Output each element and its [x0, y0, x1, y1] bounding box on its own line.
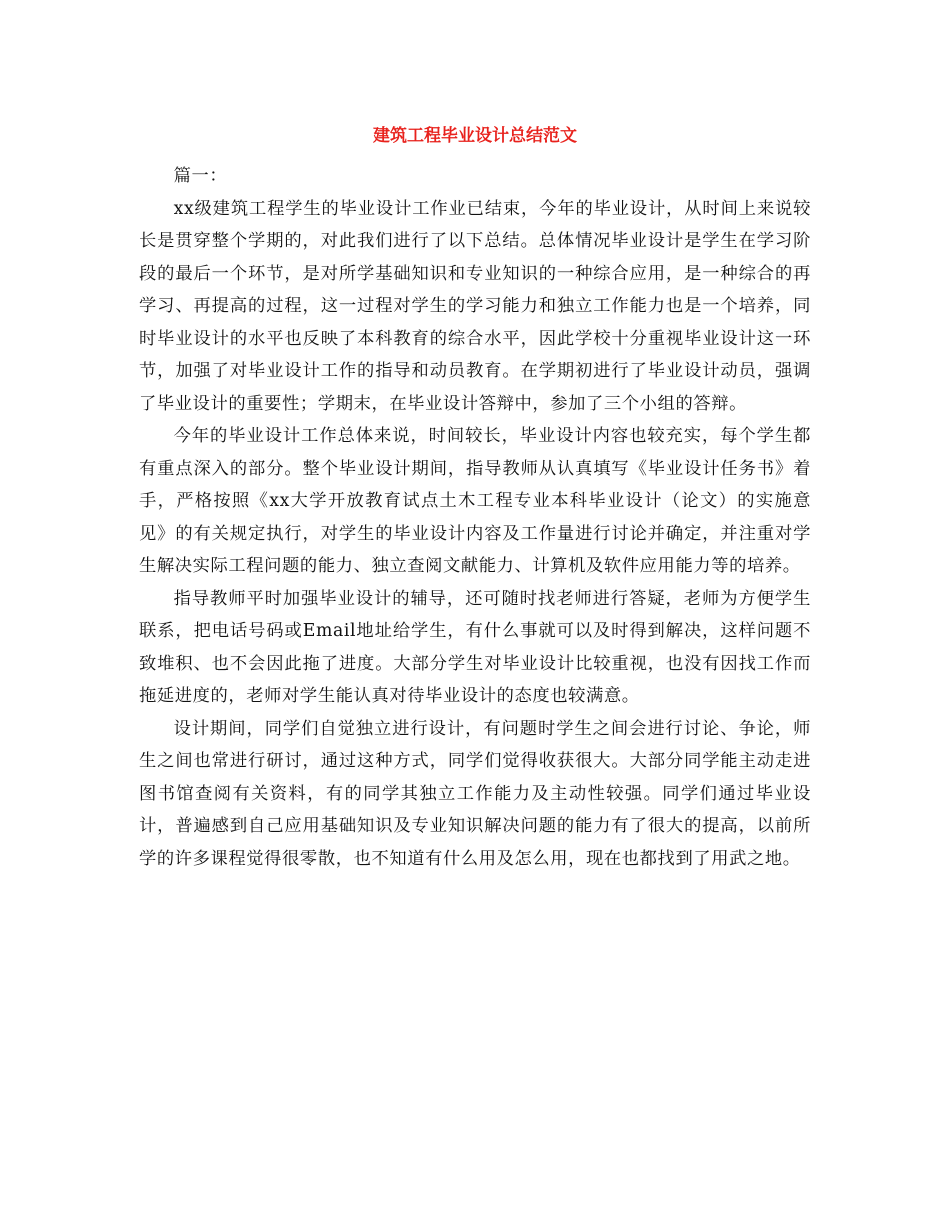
document-title: 建筑工程毕业设计总结范文: [373, 126, 577, 146]
paragraph-2: 今年的毕业设计工作总体来说，时间较长，毕业设计内容也较充实，每个学生都有重点深入的部分。整个毕业设计期间，指导教师从认真填写《毕业设计任务书》着手，严格按照《xx大学开放教育试点土木工程专业本科毕业设计（论文）的实施意见》的有关规定执行，对学生的毕业设计内容及工作量进行讨论并确定，并注重对学生解决实际工程问题的能力、独立查阅文献能力、计算机及软件应用能力等的培养。: [139, 426, 811, 576]
section-label: 篇一：: [173, 166, 228, 186]
document-body: [139, 160, 811, 875]
paragraph-3: 指导教师平时加强毕业设计的辅导，还可随时找老师进行答疑，老师为方便学生联系，把电话号码或Email地址给学生，有什么事就可以及时得到解决，这样问题不致堆积、也不会因此拖了进度。大部分学生对毕业设计比较重视，也没有因找工作而拖延进度的，老师对学生能认真对待毕业设计的态度也较满意。: [139, 588, 811, 706]
paragraph-4: 设计期间，同学们自觉独立进行设计，有问题时学生之间会进行讨论、争论，师生之间也常进行研讨，通过这种方式，同学们觉得收获很大。大部分同学能主动走进图书馆查阅有关资料，有的同学其独立工作能力及主动性较强。同学们通过毕业设计，普遍感到自己应用基础知识及专业知识解决问题的能力有了很大的提高，以前所学的许多课程觉得很零散，也不知道有什么用及怎么用，现在也都找到了用武之地。: [139, 718, 811, 869]
paragraph-1: xx级建筑工程学生的毕业设计工作业已结束，今年的毕业设计，从时间上来说较长是贯穿整个学期的，对此我们进行了以下总结。总体情况毕业设计是学生在学习阶段的最后一个环节，是对所学基础知识和专业知识的一种综合应用，是一种综合的再学习、再提高的过程，这一过程对学生的学习能力和独立工作能力也是一个培养，同时毕业设计的水平也反映了本科教育的综合水平，因此学校十分重视毕业设计这一环节，加强了对毕业设计工作的指导和动员教育。在学期初进行了毕业设计动员，强调了毕业设计的重要性；学期末，在毕业设计答辩中，参加了三个小组的答辩。: [139, 198, 811, 414]
